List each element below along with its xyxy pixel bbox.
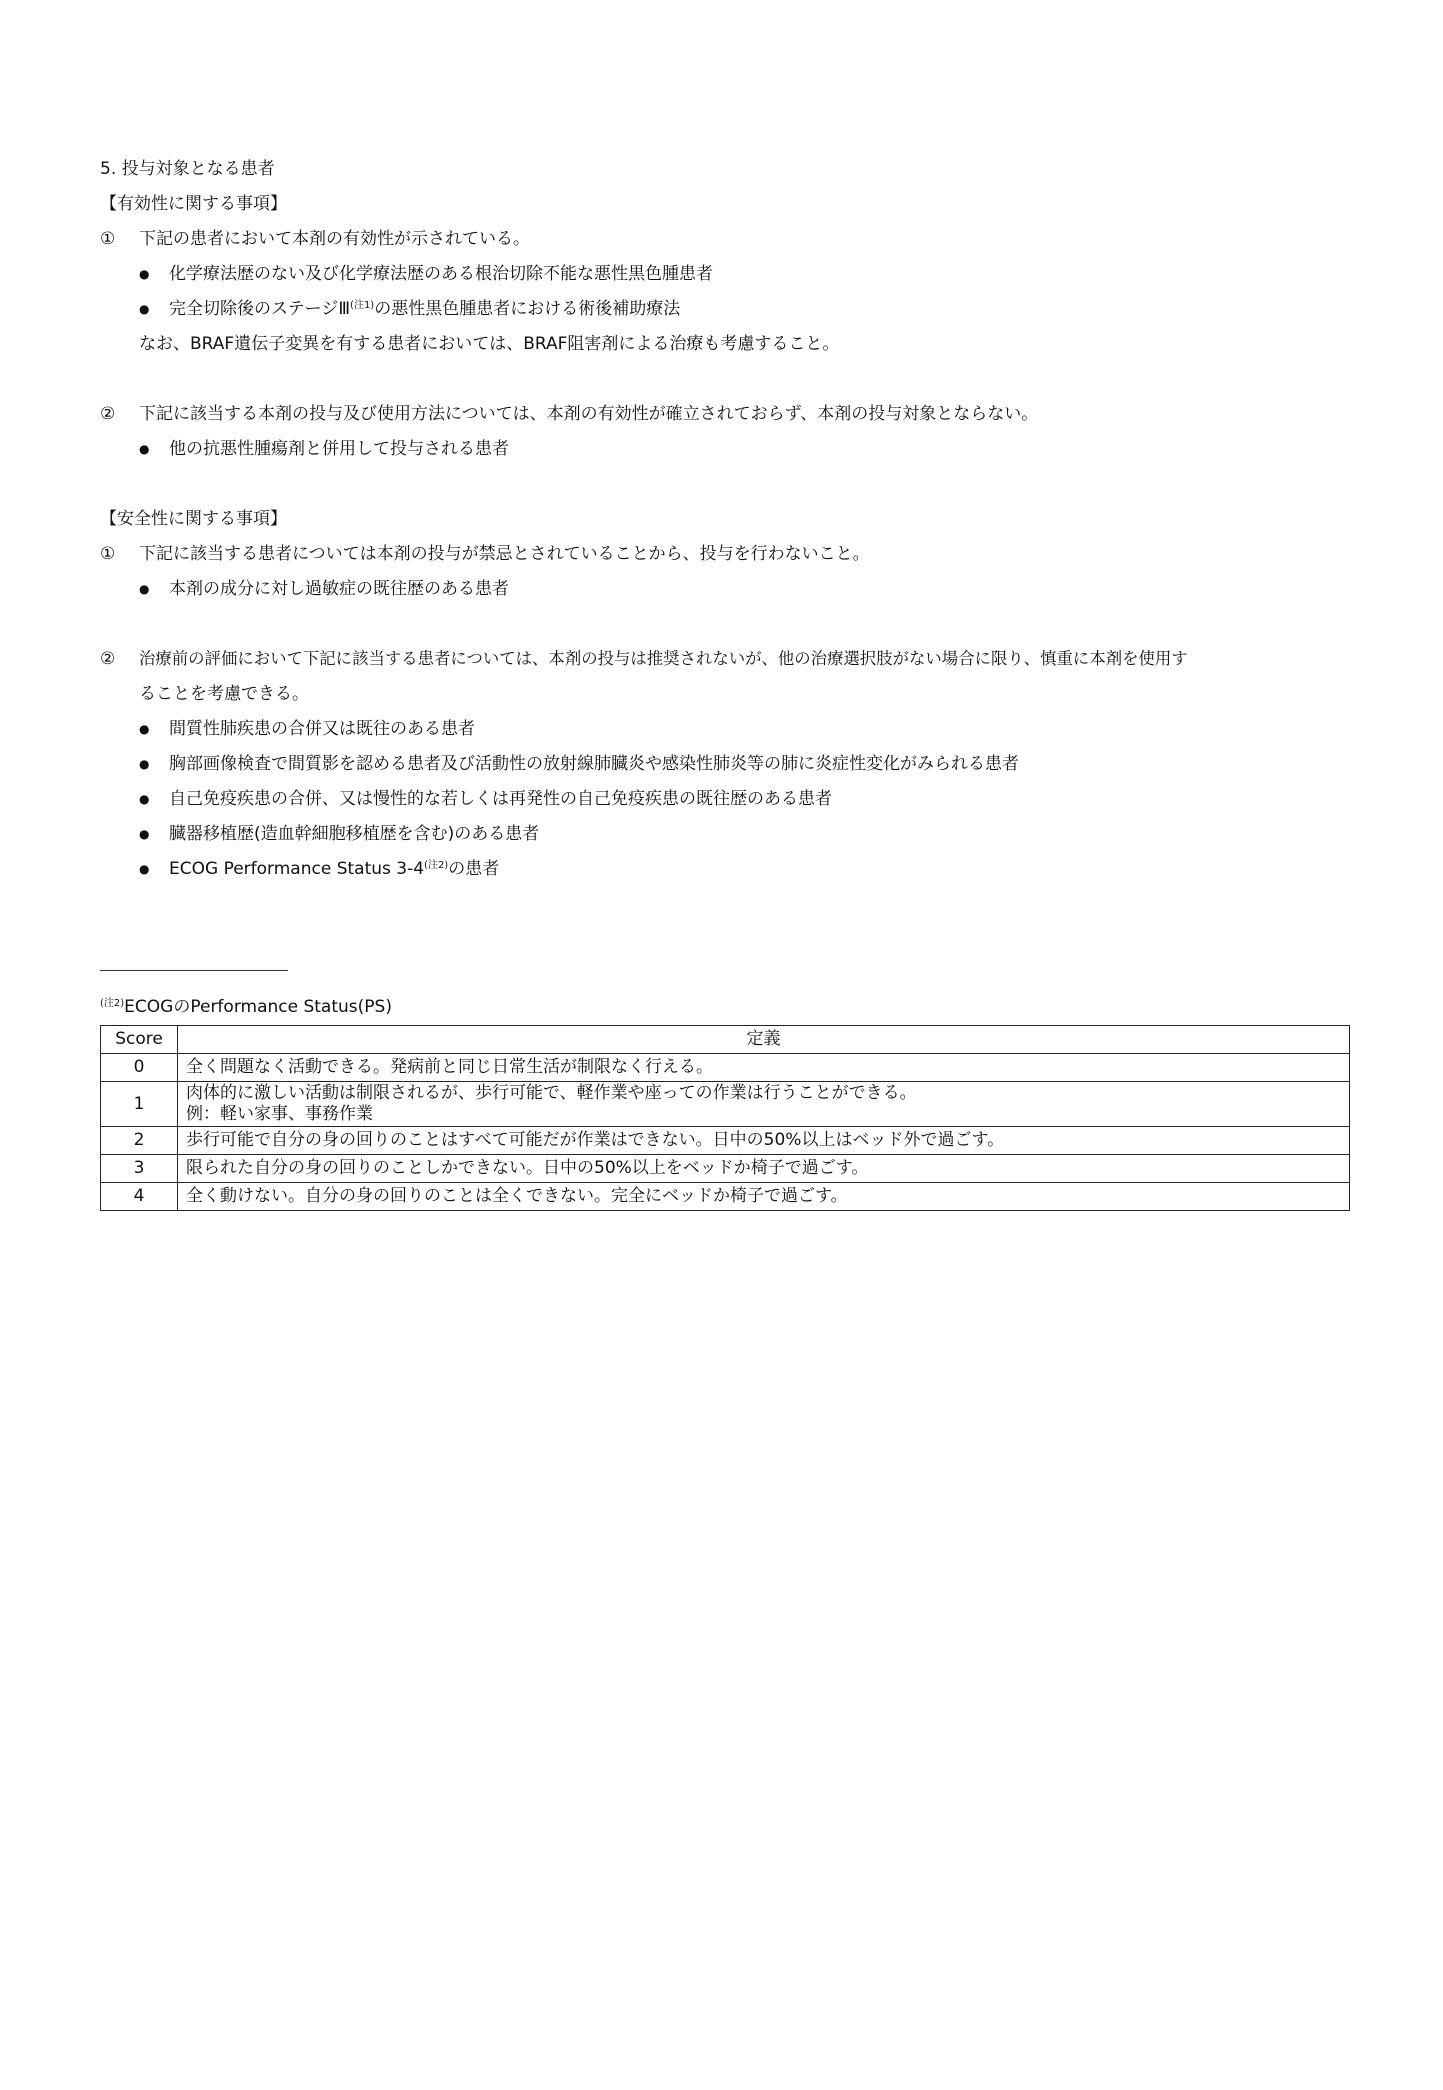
bullet-icon: ● (139, 442, 150, 456)
bullet-text: 本剤の成分に対し過敏症の既往歴のある患者 (169, 579, 509, 599)
column-header-score: Score (101, 1026, 178, 1054)
bullet-icon: ● (139, 267, 150, 281)
table-row (101, 1155, 1350, 1183)
definition-cell: 歩行可能で自分の身の回りのことはすべて可能だが作業はできない。日中の50%以上はベッド外で過ごす。 (178, 1127, 1350, 1155)
item-number: ① (100, 229, 116, 249)
definition-line: 肉体的に激しい活動は制限されるが、歩行可能で、軽作業や座っての作業は行うことができる。 (186, 1083, 917, 1103)
definition-example: 例：軽い家事、事務作業 (186, 1104, 373, 1124)
definition-cell: 限られた自分の身の回りのことしかできない。日中の50%以上をベッドか椅子で過ごす。 (178, 1155, 1350, 1183)
bullet-icon: ● (139, 302, 150, 316)
bullet-icon: ● (139, 757, 150, 771)
table-row (101, 1183, 1350, 1211)
safety-item-2-continued: ることを考慮できる。 (139, 684, 309, 704)
item-text: 下記に該当する本剤の投与及び使用方法については、本剤の有効性が確立されておらず、本剤の投与対象とならない。 (139, 404, 1039, 424)
table-row (101, 1054, 1350, 1082)
bullet-icon: ● (139, 792, 150, 806)
bullet-text: 胸部画像検査で間質影を認める患者及び活動性の放射線肺臓炎や感染性肺炎等の肺に炎症性変化がみられる患者 (169, 754, 1019, 774)
definition-cell (178, 1082, 1350, 1127)
definition-cell: 全く動けない。自分の身の回りのことは全くできない。完全にベッドか椅子で過ごす。 (178, 1183, 1350, 1211)
bullet-text: 臓器移植歴(造血幹細胞移植歴を含む)のある患者 (169, 824, 540, 844)
bullet-icon: ● (139, 582, 150, 596)
section-heading: 5. 投与対象となる患者 (100, 159, 275, 179)
table-row (101, 1127, 1350, 1155)
bullet-icon: ● (139, 827, 150, 841)
bullet-text: 間質性肺疾患の合併又は既往のある患者 (169, 719, 475, 739)
footnote-separator (100, 970, 288, 971)
item-number: ② (100, 649, 116, 669)
bullet-text: 自己免疫疾患の合併、又は慢性的な若しくは再発性の自己免疫疾患の既往歴のある患者 (169, 789, 832, 809)
item-number: ① (100, 544, 116, 564)
item-text: 治療前の評価において下記に該当する患者については、本剤の投与は推奨されないが、他の治療選択肢がない場合に限り、慎重に本剤を使用す (139, 649, 1188, 668)
footnote-ref-1: (注1) (350, 300, 375, 311)
bullet-icon: ● (139, 862, 150, 876)
score-cell: 1 (101, 1082, 178, 1127)
score-cell: 2 (101, 1127, 178, 1155)
bullet-text: 完全切除後のステージⅢ$^{(注1)}$の悪性黒色腫患者における術後補助療法 (169, 299, 681, 319)
score-cell: 3 (101, 1155, 178, 1183)
footnote-title: $^{(注2)}$ECOGのPerformance Status(PS) (100, 997, 392, 1017)
bullet-text: 他の抗悪性腫瘍剤と併用して投与される患者 (169, 439, 509, 459)
table-row (101, 1082, 1350, 1127)
bullet-text: ECOG Performance Status $3-4^{(注2)}$の患者 (169, 859, 500, 879)
score-cell: 4 (101, 1183, 178, 1211)
bullet-icon: ● (139, 722, 150, 736)
score-cell: 0 (101, 1054, 178, 1082)
safety-heading: 【安全性に関する事項】 (100, 509, 287, 529)
column-header-definition: 定義 (178, 1026, 1350, 1054)
item-text: 下記に該当する患者については本剤の投与が禁忌とされていることから、投与を行わないこと。 (139, 544, 870, 564)
item-text: 下記の患者において本剤の有効性が示されている。 (139, 229, 530, 249)
efficacy-item-1-note: なお、BRAF遺伝子変異を有する患者においては、BRAF阻害剤による治療も考慮すること。 (139, 334, 840, 354)
bullet-text: 化学療法歴のない及び化学療法歴のある根治切除不能な悪性黒色腫患者 (169, 264, 713, 284)
efficacy-heading: 【有効性に関する事項】 (100, 194, 287, 214)
table-header-row (101, 1026, 1350, 1054)
definition-cell: 全く問題なく活動できる。発病前と同じ日常生活が制限なく行える。 (178, 1054, 1350, 1082)
item-number: ② (100, 404, 116, 424)
footnote-marker: (注2) (100, 998, 125, 1009)
footnote-ref-2: (注2) (424, 860, 449, 871)
performance-status-table (100, 1025, 1350, 1211)
